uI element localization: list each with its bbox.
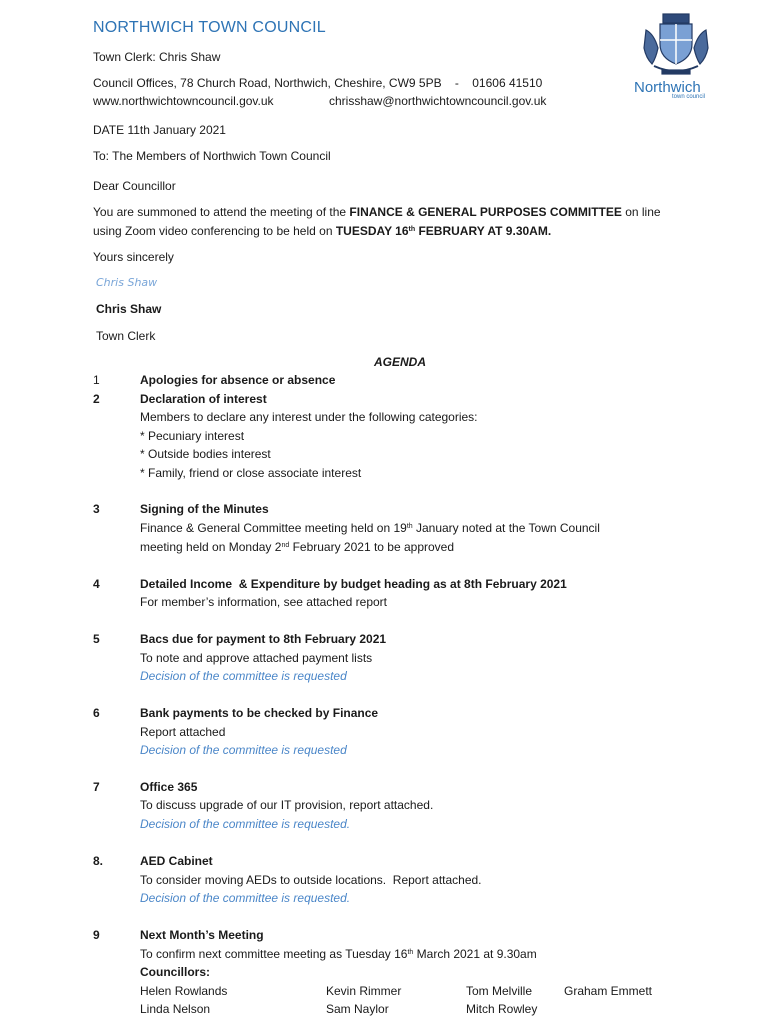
councillor-name: Mitch Rowley — [466, 1002, 538, 1016]
summons-line-1: You are summoned to attend the meeting of the FINANCE & GENERAL PURPOSES COMMITTEE on line — [93, 205, 661, 219]
agenda-item-number: 6 — [93, 706, 100, 720]
letter-date: DATE 11th January 2021 — [93, 123, 226, 137]
councillors-label: Councillors: — [140, 965, 211, 979]
signatory-title: Town Clerk — [96, 329, 156, 343]
council-name: NORTHWICH TOWN COUNCIL — [93, 19, 326, 36]
councillor-name: Graham Emmett — [564, 984, 653, 998]
agenda-item-text: For member’s information, see attached report — [140, 595, 388, 609]
agenda-item-text: To confirm next committee meeting as Tuesday 16th March 2021 at 9.30am — [140, 947, 537, 961]
agenda-item-text: meeting held on Monday 2nd February 2021 to be approved — [140, 540, 455, 554]
agenda-item-title: Signing of the Minutes — [140, 502, 269, 516]
decision-note: Decision of the committee is requested. — [140, 891, 351, 905]
agenda-item-text: * Pecuniary interest — [140, 429, 245, 443]
agenda-item-text: Report attached — [140, 725, 226, 739]
councillor-name: Kevin Rimmer — [326, 984, 402, 998]
councillor-name: Sam Naylor — [326, 1002, 389, 1016]
summons-line-2: using Zoom video conferencing to be held on TUESDAY 16th FEBRUARY AT 9.30AM. — [93, 224, 552, 238]
agenda-item-text: Members to declare any interest under the following categories: — [140, 410, 478, 424]
logo-subtext: town council — [672, 94, 706, 100]
decision-note: Decision of the committee is requested — [140, 743, 347, 757]
agenda-item-title: Bank payments to be checked by Finance — [140, 706, 379, 720]
agenda-item-number: 1 — [93, 373, 100, 387]
agenda-item-text: * Outside bodies interest — [140, 447, 271, 461]
signatory-name: Chris Shaw — [96, 302, 162, 316]
agenda-item-title: Bacs due for payment to 8th February 2021 — [140, 632, 387, 646]
salutation: Dear Councillor — [93, 179, 176, 193]
agenda-item-title: AED Cabinet — [140, 854, 213, 868]
letter-recipient: To: The Members of Northwich Town Council — [93, 149, 331, 163]
councillor-name: Linda Nelson — [140, 1002, 211, 1016]
agenda-item-number: 3 — [93, 502, 100, 516]
agenda-item-number: 5 — [93, 632, 100, 646]
councillor-name: Helen Rowlands — [140, 984, 228, 998]
councillor-name: Tom Melville — [466, 984, 533, 998]
website-link[interactable]: www.northwichtowncouncil.gov.uk — [93, 94, 274, 108]
agenda-item-number: 4 — [93, 577, 100, 591]
agenda-item-number: 9 — [93, 928, 100, 942]
agenda-item-title: Apologies for absence or absence — [140, 373, 336, 387]
agenda-item-text: To note and approve attached payment lists — [140, 651, 373, 665]
clerk-line: Town Clerk: Chris Shaw — [93, 50, 221, 64]
agenda-item-title: Declaration of interest — [140, 392, 267, 406]
logo-wordmark: Northwich — [634, 79, 701, 96]
address-line: Council Offices, 78 Church Road, Northwich, Cheshire, CW9 5PB - 01606 41510 — [93, 76, 543, 90]
agenda-item-title: Next Month’s Meeting — [140, 928, 264, 942]
agenda-item-number: 8. — [93, 854, 104, 868]
closing: Yours sincerely — [93, 250, 174, 264]
agenda-title: AGENDA — [373, 355, 426, 369]
agenda-item-title: Detailed Income & Expenditure by budget heading as at 8th February 2021 — [140, 577, 567, 591]
email-link[interactable]: chrisshaw@northwichtowncouncil.gov.uk — [329, 94, 547, 108]
agenda-item-text: * Family, friend or close associate interest — [140, 466, 362, 480]
agenda-item-text: To discuss upgrade of our IT provision, report attached. — [140, 798, 434, 812]
agenda-item-number: 7 — [93, 780, 100, 794]
agenda-item-title: Office 365 — [140, 780, 198, 794]
agenda-item-number: 2 — [93, 392, 100, 406]
decision-note: Decision of the committee is requested. — [140, 817, 351, 831]
signature: Chris Shaw — [96, 276, 158, 289]
agenda-item-text: Finance & General Committee meeting held on 19th January noted at the Town Council — [140, 521, 600, 535]
decision-note: Decision of the committee is requested — [140, 669, 347, 683]
agenda-item-text: To consider moving AEDs to outside locations. Report attached. — [140, 873, 482, 887]
